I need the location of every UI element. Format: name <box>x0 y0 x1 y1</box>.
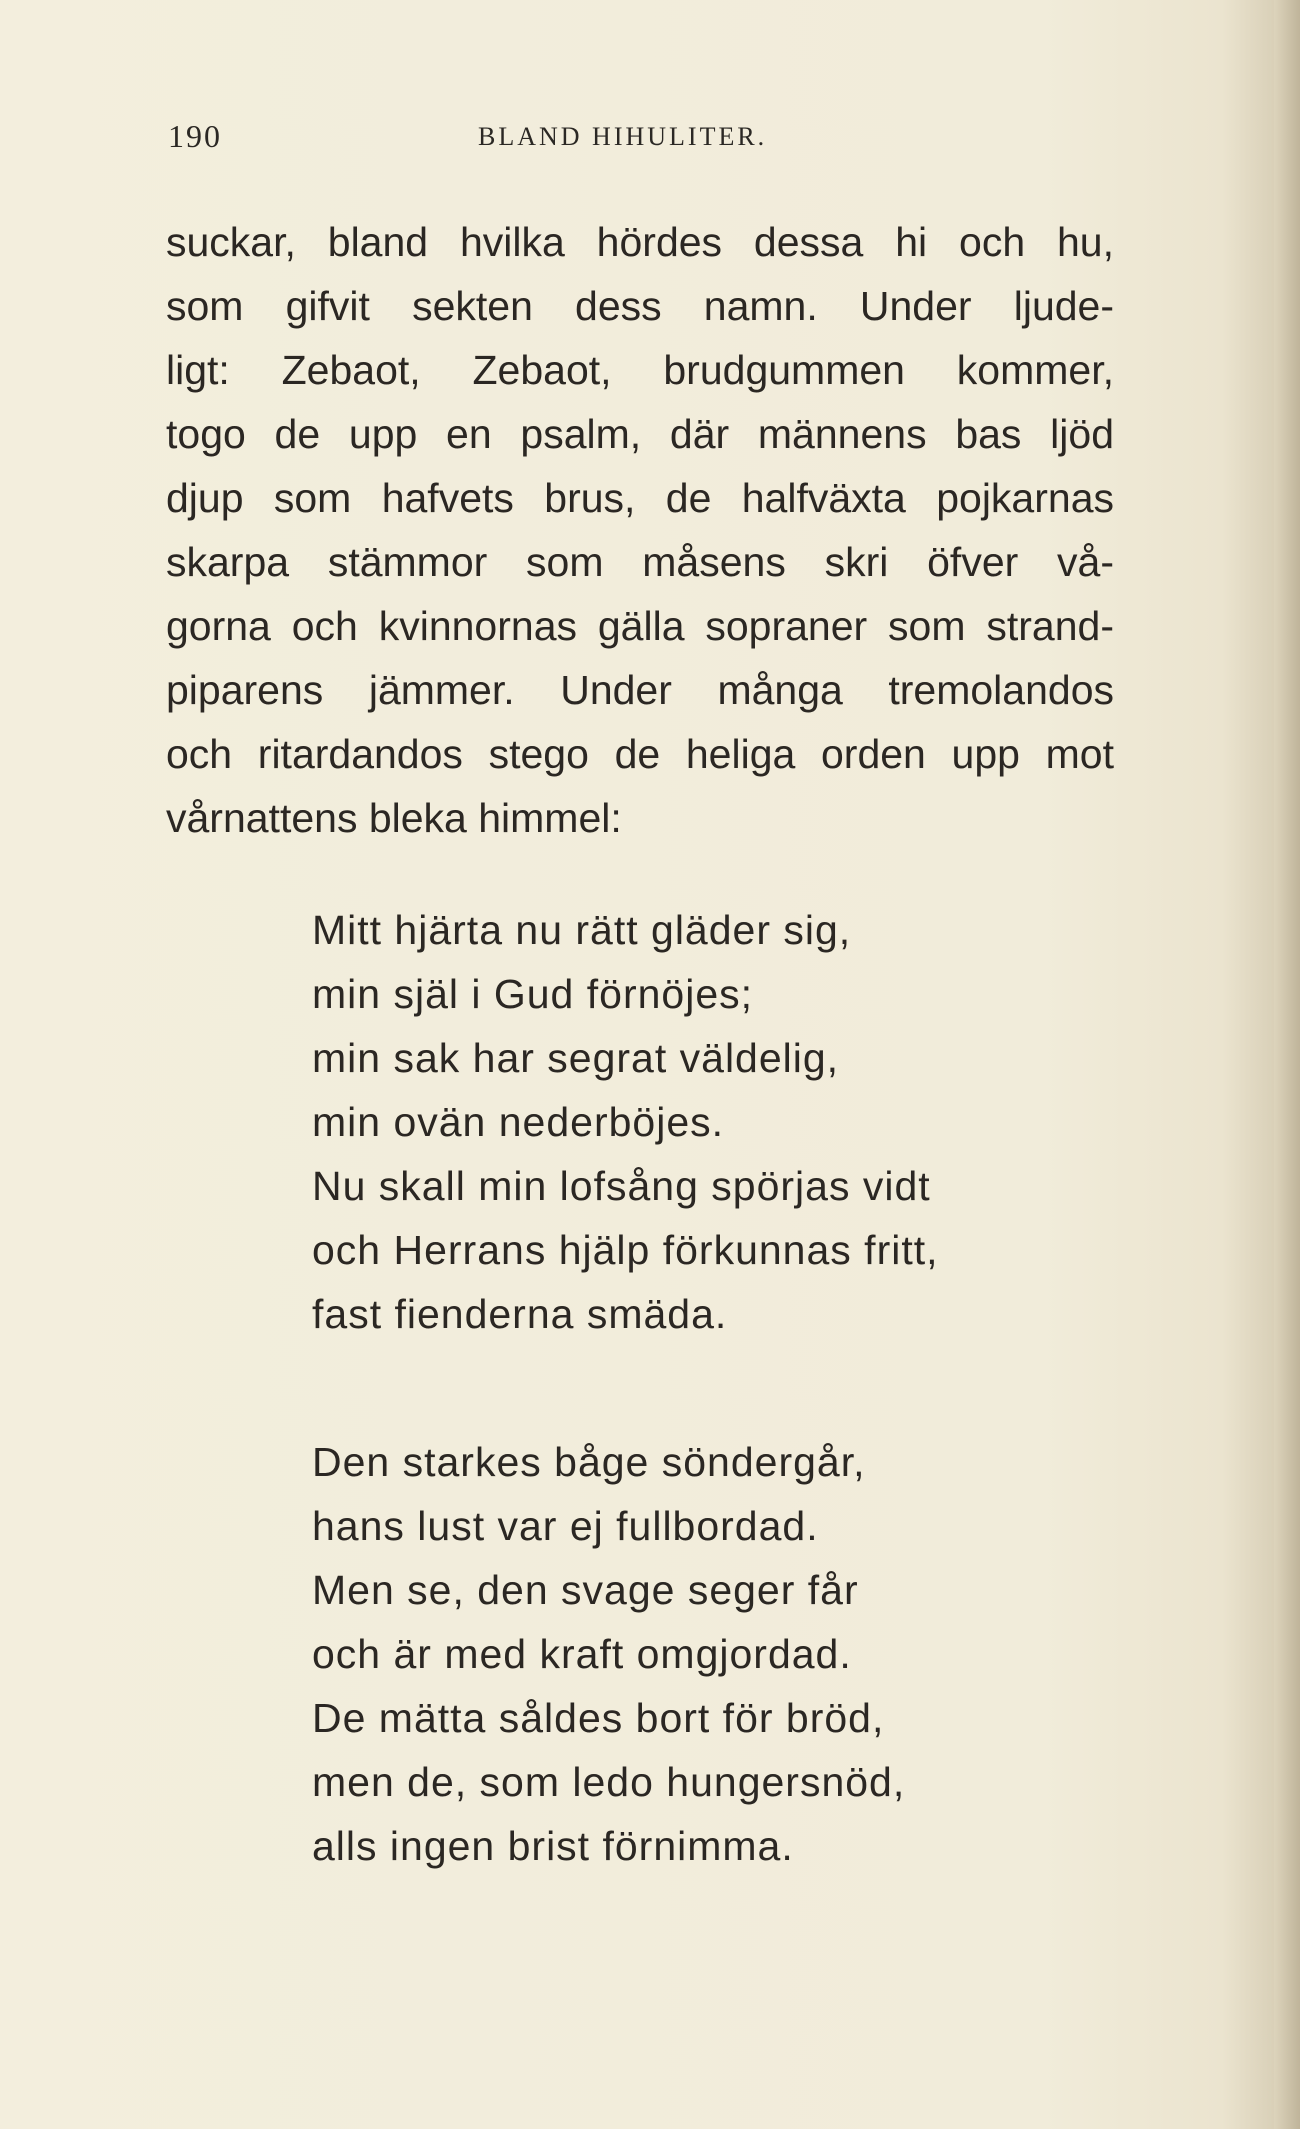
verse-line: Nu skall min lofsång spörjas vidt <box>312 1163 931 1209</box>
verse-line: och är med kraft omgjordad. <box>312 1631 852 1677</box>
prose-line: skarpa stämmor som måsens skri öfver vå- <box>166 539 1114 585</box>
prose-line: suckar, bland hvilka hördes dessa hi och hu, <box>166 219 1114 265</box>
prose-line: som gifvit sekten dess namn. Under ljude- <box>166 283 1114 329</box>
prose-line: piparens jämmer. Under många tremolandos <box>166 667 1114 713</box>
prose-paragraph <box>166 210 1114 850</box>
hymn-stanza-1 <box>312 898 1032 1346</box>
verse-line: och Herrans hjälp förkunnas fritt, <box>312 1227 939 1273</box>
prose-line: djup som hafvets brus, de halfväxta pojkarnas <box>166 475 1114 521</box>
verse-line: Men se, den svage seger får <box>312 1567 859 1613</box>
verse-line: Mitt hjärta nu rätt gläder sig, <box>312 907 852 953</box>
page-number: 190 <box>168 118 222 154</box>
verse-line: min ovän nederböjes. <box>312 1099 725 1145</box>
verse-line: alls ingen brist förnimma. <box>312 1823 794 1869</box>
prose-line: och ritardandos stego de heliga orden upp mot <box>166 731 1114 777</box>
verse-line: De mätta såldes bort för bröd, <box>312 1695 885 1741</box>
prose-line: vårnattens bleka himmel: <box>166 795 622 841</box>
verse-line: fast fienderna smäda. <box>312 1291 728 1337</box>
prose-line: togo de upp en psalm, där männens bas ljöd <box>166 411 1114 457</box>
verse-line: min sak har segrat väldelig, <box>312 1035 840 1081</box>
verse-line: men de, som ledo hungersnöd, <box>312 1759 906 1805</box>
prose-line: gorna och kvinnornas gälla sopraner som strand- <box>166 603 1114 649</box>
verse-line: min själ i Gud förnöjes; <box>312 971 754 1017</box>
page-edge-shadow <box>1274 0 1300 2129</box>
running-title: BLAND HIHULITER. <box>478 122 768 151</box>
verse-line: hans lust var ej fullbordad. <box>312 1503 819 1549</box>
running-head <box>168 118 1113 158</box>
verse-line: Den starkes båge söndergår, <box>312 1439 866 1485</box>
prose-line: ligt: Zebaot, Zebaot, brudgummen kommer, <box>166 347 1114 393</box>
hymn-stanza-2 <box>312 1430 1032 1878</box>
